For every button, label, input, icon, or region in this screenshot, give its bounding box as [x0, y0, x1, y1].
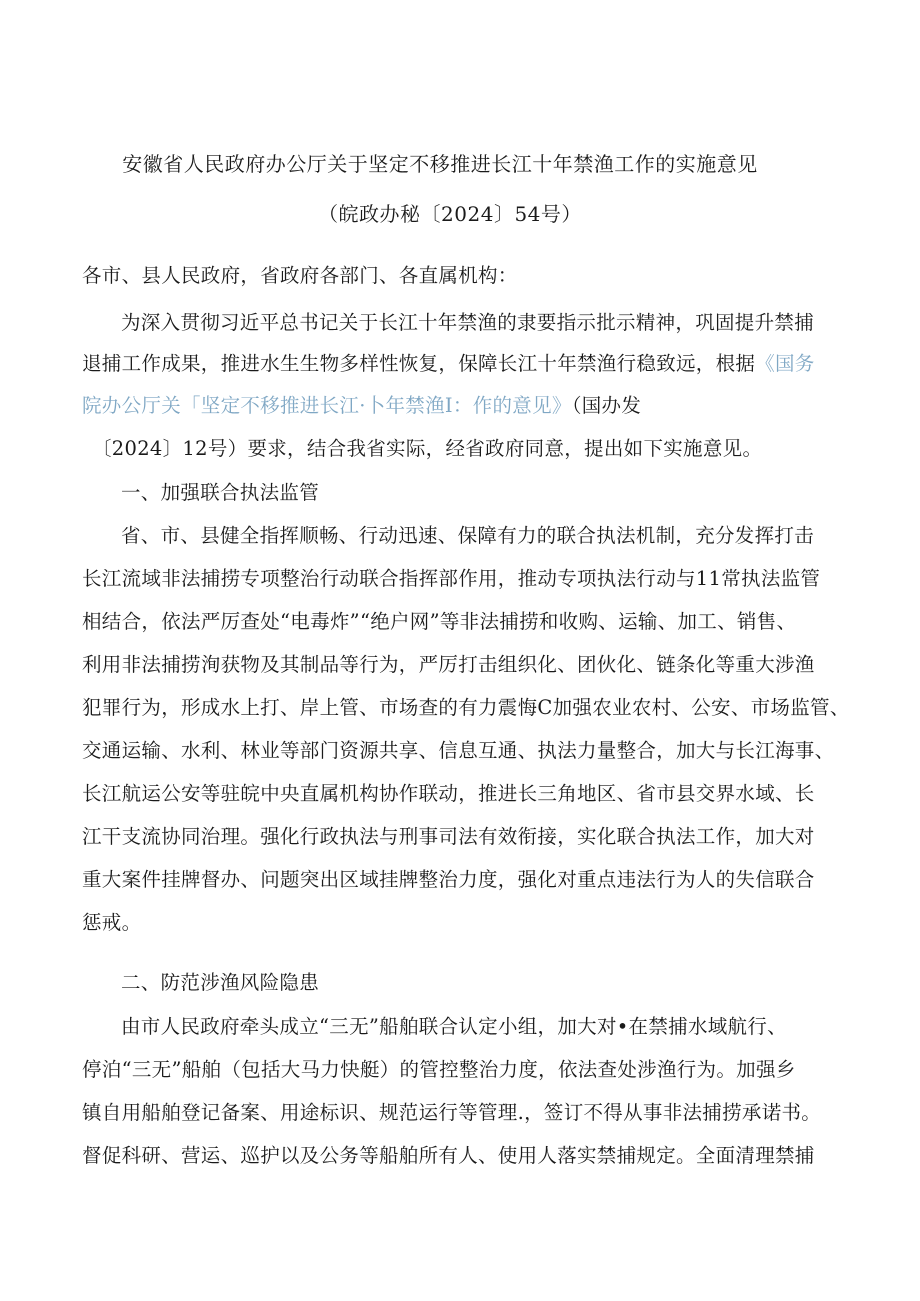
- section-1-line: 重大案件挂牌督办、问题突出区域挂牌整治力度，强化对重点违法行为人的失信联合: [82, 868, 815, 891]
- intro-line-1: 为深入贯彻习近平总书记关于长江十年禁渔的隶要指示批示精神，巩固提升禁捕: [121, 311, 815, 334]
- intro-line-4: 〔2024〕12号）要求，结合我省实际，经省政府同意，提出如下实施意见。: [92, 437, 763, 460]
- section-2-line: 督促科研、营运、巡护以及公务等船舶所有人、使用人落实禁捕规定。全面清理禁捕: [82, 1144, 815, 1167]
- section-1-line: 利用非法捕捞洵获物及其制品等行为，严厉打击组织化、团伙化、链条化等重大涉渔: [82, 653, 815, 676]
- section-2-heading: 二、防范涉渔风险隐患: [121, 971, 320, 994]
- section-1-line: 省、市、县健全指挥顺畅、行动迅速、保障有力的联合执法机制，充分发挥打击: [121, 524, 815, 547]
- section-2-line: 停泊“三无”船舶（包括大马力快艇）的管控整治力度，依法查处涉渔行为。加强乡: [82, 1058, 796, 1081]
- salutation: 各市、县人民政府，省政府各部门、各直属机构：: [82, 264, 518, 287]
- section-1-line: 相结合，依法严厉查处“电毒炸”“绝户网”等非法捕捞和收购、运输、加工、销售、: [82, 610, 797, 633]
- section-1-heading: 一、加强联合执法监管: [121, 481, 320, 504]
- intro-line-3: 院办公厅关「坚定不移推进长江·卜年禁渔I：作的意见》（国办发: [82, 394, 642, 417]
- intro-line-2: 退捕工作成果，推进水生生物多样性恢复，保障长江十年禁渔行稳致远，根据《国务: [82, 352, 815, 375]
- section-1-line: 犯罪行为，形成水上打、岸上管、市场查的有力震悔C加强农业农村、公安、市场监管、: [82, 696, 850, 719]
- section-1-line: 长江航运公安等驻皖中央直属机构协作联动，推进长三角地区、省市县交界水域、长: [82, 782, 815, 805]
- document-title: 安徽省人民政府办公厅关于坚定不移推进长江十年禁渔工作的实施意见: [122, 152, 758, 176]
- section-1-line: 惩戒。: [82, 911, 142, 934]
- section-2-line: 由市人民政府牵头成立“三无”船舶联合认定小组，加大对•在禁捕水域航行、: [121, 1015, 787, 1038]
- cited-document-link[interactable]: 《国务: [755, 352, 815, 375]
- section-1-line: 江干支流协同治理。强化行政执法与刑事司法有效衔接，实化联合执法工作，加大对: [82, 825, 815, 848]
- document-number: （皖政办秘〔2024〕54号）: [318, 202, 582, 226]
- section-1-line: 长江流域非法捕捞专项整治行动联合指挥部作用，推动专项执法行动与11常执法监管: [82, 567, 821, 590]
- cited-document-link-cont[interactable]: 院办公厅关「坚定不移推进长江·卜年禁渔I：作的意见》: [82, 394, 572, 417]
- section-2-line: 镇自用船舶登记备案、用途标识、规范运行等管理.，签订不得从事非法捕捞承诺书。: [82, 1101, 822, 1124]
- section-1-line: 交通运输、水利、林业等部门资源共享、信息互通、执法力量整合，加大与长江海事、: [82, 739, 835, 762]
